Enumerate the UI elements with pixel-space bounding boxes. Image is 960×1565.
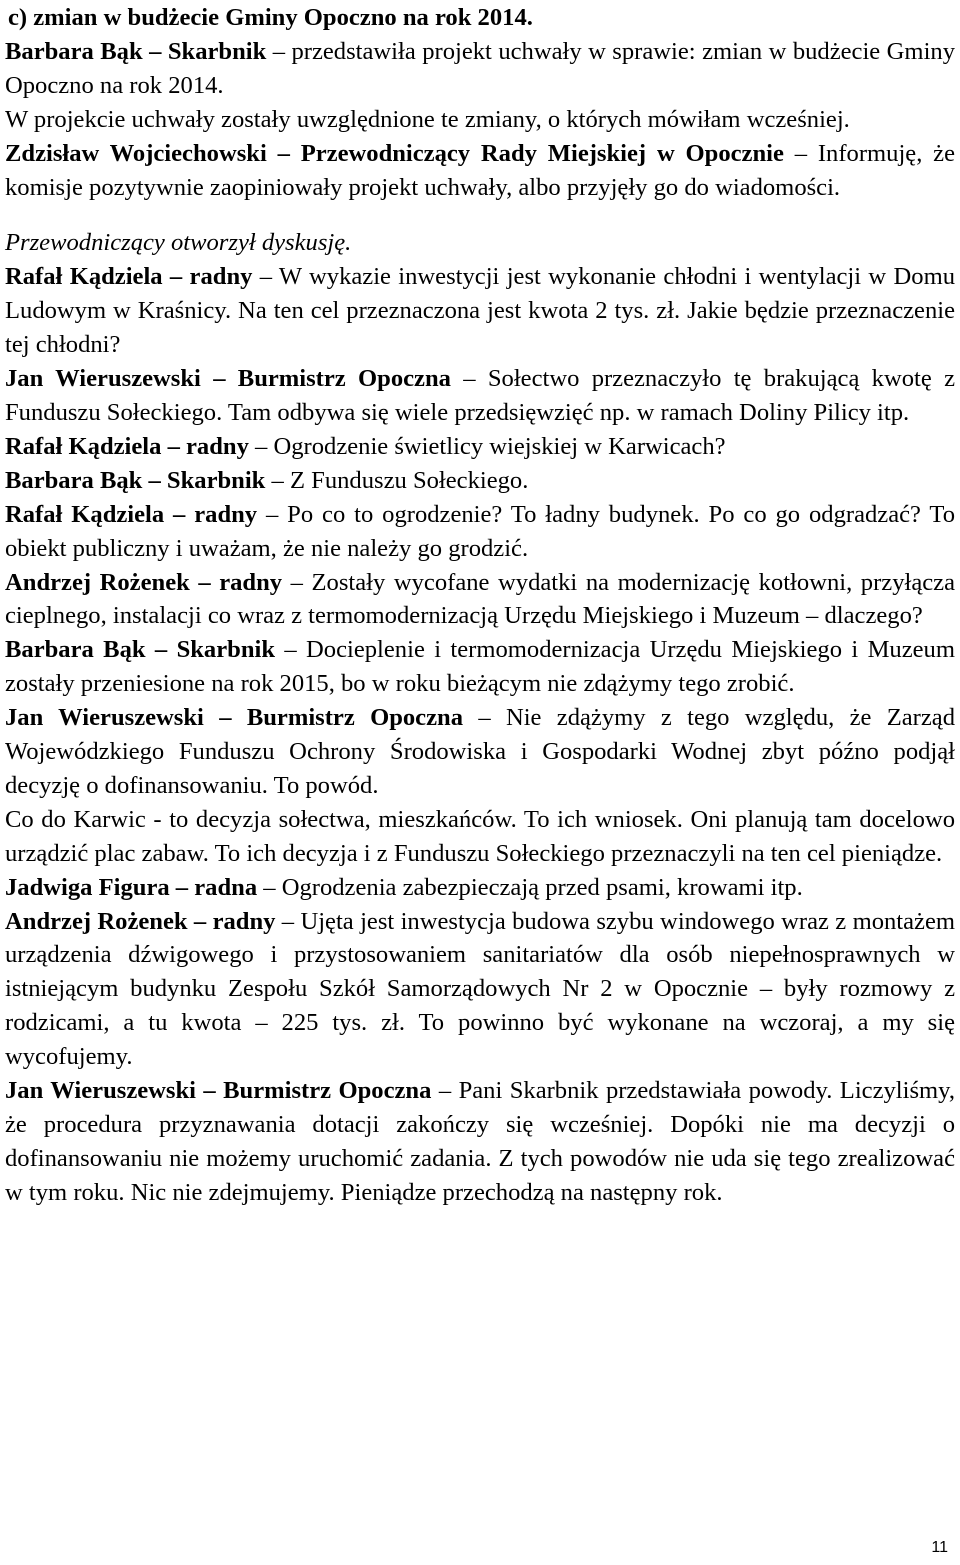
speaker-paragraph (5, 633, 955, 701)
paragraph-text: – Nie zdążymy z tego względu, że Zarząd Wojewódzkiego Funduszu Ochrony Środowiska i Gospodarki Wodnej zbyt późno podjął decyzję o dofinansowaniu. To powód. (5, 704, 956, 799)
speaker-name: Jadwiga Figura – radna (5, 873, 258, 901)
paragraph-text: – Ogrodzenia zabezpieczają przed psami, krowami itp. (257, 873, 803, 901)
speaker-paragraph (5, 430, 955, 464)
speaker-name: Andrzej Rożenek – radny (5, 568, 283, 596)
paragraph-text: Przewodniczący otworzył dyskusję. (5, 229, 352, 257)
speaker-name: Zdzisław Wojciechowski – Przewodniczący Rady Miejskiej w Opocznie (5, 139, 784, 167)
paragraph-text: – Informuję, że komisje pozytywnie zaopiniowały projekt uchwały, albo przyjęły go do wiadomości. (5, 139, 955, 201)
paragraph-text: – Docieplenie i termomodernizacja Urzędu Miejskiego i Muzeum zostały przeniesione na rok 2015, bo w roku bieżącym nie zdążymy tego zrobić. (5, 636, 955, 698)
speaker-paragraph (5, 464, 955, 498)
speaker-name: Rafał Kądziela – radny (5, 432, 249, 460)
speaker-paragraph (5, 905, 955, 1075)
speaker-name: Barbara Bąk – Skarbnik (5, 466, 266, 494)
speaker-paragraph (5, 1074, 955, 1210)
paragraph-text: – W wykazie inwestycji jest wykonanie chłodni i wentylacji w Domu Ludowym w Kraśnicy. Na ten cel przeznaczona jest kwota 2 tys. zł. Jakie będzie przeznaczenie tej chłodni? (5, 263, 955, 359)
speaker-paragraph (5, 566, 955, 634)
page-number: 11 (931, 1539, 948, 1556)
text-paragraph (5, 226, 955, 260)
paragraph-text: – Ujęta jest inwestycja budowa szybu windowego wraz z montażem urządzenia dźwigowego i przystosowaniem sanitariatów dla osób niepełnosprawnych w istniejącym budynku Zespołu Szkół Samorządowych Nr 2 w Opocznie – były rozmowy z rodzicami, a tu kwota – 225 tys. zł. To powinno być wykonane na wczoraj, a my się wycofujemy. (5, 907, 956, 1071)
section-heading: c) zmian w budżecie Gminy Opoczno na rok 2014. (8, 4, 533, 31)
paragraph-text: – Z Funduszu Sołeckiego. (265, 466, 529, 494)
document-body (5, 1, 955, 1210)
speaker-name: Jan Wieruszewski – Burmistrz Opoczna (5, 704, 463, 732)
paragraph-text: – Po co to ogrodzenie? To ładny budynek. Po co go odgradzać? To obiekt publiczny i uważam, że nie należy go grodzić. (5, 500, 955, 562)
paragraph-text: – przedstawiła projekt uchwały w sprawie: zmian w budżecie Gminy Opoczno na rok 2014. (5, 37, 955, 99)
speaker-paragraph (5, 260, 955, 362)
paragraph-text: – Zostały wycofane wydatki na modernizację kotłowni, przyłącza cieplnego, instalacji co wraz z termomodernizacją Urzędu Miejskiego i Muzeum – dlaczego? (5, 568, 955, 630)
speaker-paragraph (5, 137, 955, 205)
speaker-paragraph (5, 35, 955, 103)
speaker-name: Barbara Bąk – Skarbnik (5, 37, 267, 65)
paragraph-text: – Ogrodzenie świetlicy wiejskiej w Karwicach? (248, 432, 726, 460)
speaker-paragraph (5, 701, 955, 803)
speaker-name: Barbara Bąk – Skarbnik (5, 636, 276, 664)
paragraph-text: Co do Karwic - to decyzja sołectwa, mieszkańców. To ich wniosek. Oni planują tam docelowo urządzić plac zabaw. To ich decyzja i z Funduszu Sołeckiego przeznaczyli na ten cel pieniądze. (5, 805, 955, 867)
speaker-name: Andrzej Rożenek – radny (5, 907, 276, 935)
speaker-name: Jan Wieruszewski – Burmistrz Opoczna (5, 365, 451, 393)
speaker-paragraph (5, 498, 955, 566)
paragraph-text: – Pani Skarbnik przedstawiała powody. Liczyliśmy, że procedura przyznawania dotacji zakończy się wcześniej. Dopóki nie ma decyzji o dofinansowaniu nie możemy uruchomić zadania. Z tych powodów nie uda się tego zrealizować w tym roku. Nic nie zdejmujemy. Pieniądze przechodzą na następny rok. (5, 1077, 955, 1206)
speaker-paragraph (5, 362, 955, 430)
text-paragraph (5, 103, 955, 137)
paragraph-text: W projekcie uchwały zostały uwzględnione te zmiany, o których mówiłam wcześniej. (5, 105, 850, 133)
speaker-name: Rafał Kądziela – radny (5, 500, 258, 528)
speaker-name: Jan Wieruszewski – Burmistrz Opoczna (5, 1077, 432, 1105)
speaker-name: Rafał Kądziela – radny (5, 263, 253, 291)
text-paragraph (5, 803, 955, 871)
paragraph-list (5, 35, 955, 1210)
speaker-paragraph (5, 871, 955, 905)
paragraph-text: – Sołectwo przeznaczyło tę brakującą kwotę z Funduszu Sołeckiego. Tam odbywa się wiele przedsięwzięć np. w ramach Doliny Pilicy itp. (5, 365, 955, 426)
